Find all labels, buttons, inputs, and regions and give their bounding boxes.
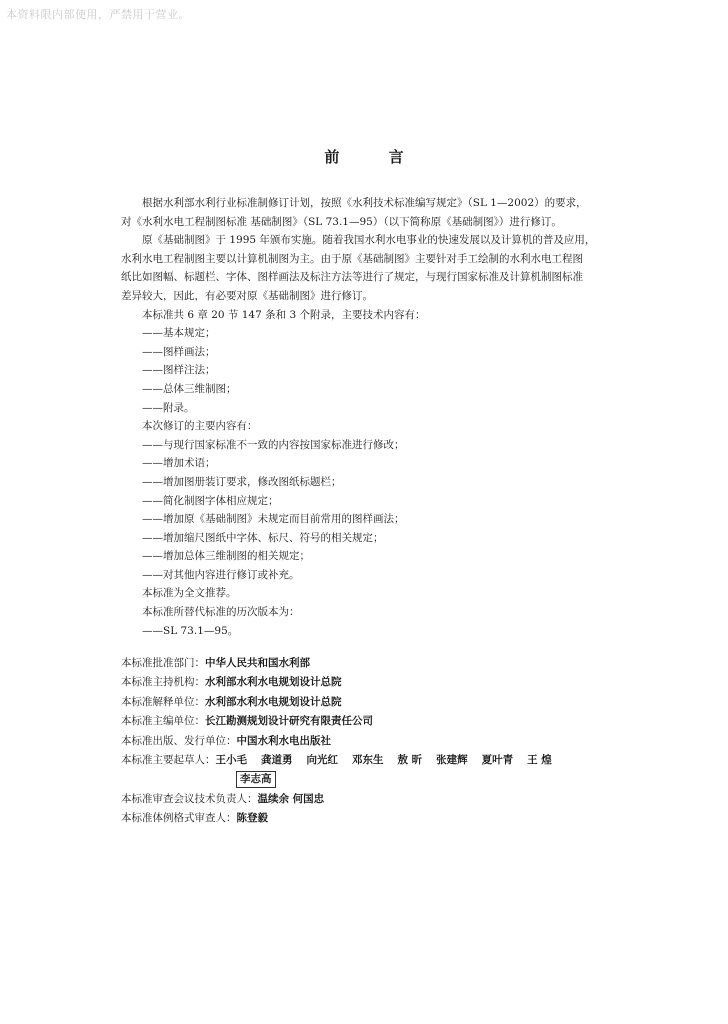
list-item: ——增加图册装订要求，修改图纸标题栏； — [142, 475, 342, 488]
interpreter-label: 本标准解释单位： — [121, 695, 205, 708]
page-title: 前 言 — [324, 148, 426, 166]
drafter-name: 王小毛 — [215, 754, 247, 767]
list-item: ——增加术语； — [142, 457, 216, 470]
list-item: ——与现行国家标准不一致的内容按国家标准进行修改； — [142, 438, 405, 451]
drafters-label: 本标准主要起草人： — [121, 754, 216, 767]
format-reviewer-label: 本标准体例格式审查人： — [121, 812, 237, 825]
drafter-name: 邓东生 — [352, 754, 384, 767]
list-item: ——对其他内容进行修订或补充。 — [142, 568, 300, 581]
watermark: 本资料限内部使用，严禁用于营业。 — [6, 8, 190, 21]
host-label: 本标准主持机构： — [121, 676, 205, 689]
drafter-name: 张建辉 — [436, 754, 468, 767]
reviewer-value: 温续余 何国忠 — [257, 792, 325, 805]
drafters-row — [121, 751, 681, 770]
approver-label: 本标准批准部门： — [121, 657, 205, 669]
list-item: ——总体三维制图； — [142, 382, 237, 395]
paragraph-line: 原《基础制图》于 1995 年颁布实施。随着我国水利水电事业的快速发展以及计算机的普及应用， — [142, 234, 596, 247]
approver-value: 中华人民共和国水利部 — [205, 657, 310, 669]
interpreter-value: 水利部水利水电规划设计总院 — [205, 695, 342, 708]
drafter-boxed-row — [121, 770, 681, 789]
drafter-name: 敖 昕 — [397, 754, 423, 767]
interpreter-row — [121, 693, 681, 712]
reviewer-row — [121, 790, 681, 809]
list-item: ——图样注法； — [142, 364, 216, 377]
drafter-name: 夏叶青 — [481, 754, 514, 767]
paragraph-line: 本标准所替代标准的历次版本为： — [142, 606, 300, 619]
paragraph-line: 根据水利部水利行业标准制修订计划，按照《水利技术标准编写规定》（SL 1—2002）的要求， — [142, 197, 587, 209]
drafter-boxed-name: 李志高 — [236, 771, 276, 788]
list-item: ——附录。 — [142, 401, 195, 414]
paragraph-line: 差异较大，因此，有必要对原《基础制图》进行修订。 — [121, 289, 373, 302]
drafter-name: 向光红 — [306, 754, 338, 767]
format-reviewer-row — [121, 809, 681, 828]
paragraph-line: 本标准共 6 章 20 节 147 条和 3 个附录，主要技术内容有： — [142, 308, 426, 321]
editor-row — [121, 712, 681, 731]
list-item: ——增加缩尺图纸中字体、标尺、符号的相关规定； — [142, 531, 384, 544]
list-item: ——基本规定； — [142, 327, 216, 340]
approver-row — [121, 654, 681, 673]
paragraph-line: 对《水利水电工程制图标准 基础制图》（SL 73.1—95）（以下简称原《基础制图》）进行修订。 — [121, 215, 562, 228]
list-item: ——图样画法； — [142, 345, 216, 358]
publisher-row — [121, 732, 681, 751]
host-value: 水利部水利水电规划设计总院 — [205, 676, 342, 689]
publisher-value: 中国水利水电出版社 — [236, 734, 331, 747]
drafter-name: 王 煌 — [527, 754, 552, 767]
host-row — [121, 673, 681, 692]
editor-value: 长江勘测规划设计研究有限责任公司 — [205, 715, 373, 728]
list-item: ——增加总体三维制图的相关规定； — [142, 550, 310, 563]
editor-label: 本标准主编单位： — [121, 715, 205, 728]
list-item: ——增加原《基础制图》未规定而目前常用的图样画法； — [142, 513, 405, 526]
foreword-body — [121, 194, 667, 640]
reviewer-label: 本标准审查会议技术负责人： — [121, 792, 258, 805]
format-reviewer-value: 陈登毅 — [236, 812, 268, 825]
publisher-label: 本标准出版、发行单位： — [121, 734, 237, 747]
paragraph-line: 水利水电工程制图主要以计算机制图为主。由于原《基础制图》主要针对手工绘制的水利水电工程图 — [121, 252, 583, 265]
list-item: ——简化制图字体相应规定； — [142, 494, 279, 507]
committee-list — [121, 654, 681, 829]
paragraph-line: 纸比如图幅、标题栏、字体、图样画法及标注方法等进行了规定，与现行国家标准及计算机制图标准 — [121, 271, 583, 284]
list-item: ——SL 73.1—95。 — [142, 624, 239, 637]
paragraph-line: 本次修订的主要内容有： — [142, 420, 258, 433]
paragraph-line: 本标准为全文推荐。 — [142, 587, 237, 600]
drafter-name: 龚道勇 — [261, 754, 293, 767]
